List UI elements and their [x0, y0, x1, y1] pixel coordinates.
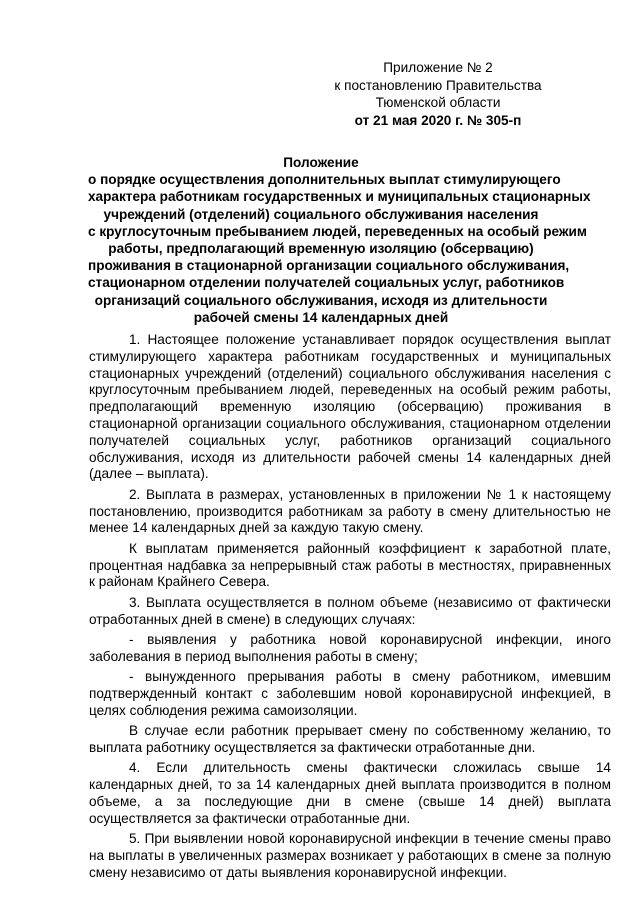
- paragraph-1: 1. Настоящее положение устанавливает порядок осуществления выплат стимулирующего характера работникам государственных и муниципальных стационарных учреждений (отделений) социального обслуживания населения с круглосуточным пребыванием людей, переведенных на особый режим работы, предполагающий временную изоляцию (обсервацию) проживания в стационарной организации социального обслуживания, стационарном отделении получателей социальных услуг, работников организаций социального обслуживания, исходя из длительности рабочей смены 14 календарных дней (далее – выплата).: [89, 332, 611, 482]
- paragraph-5: 5. При выявлении новой коронавирусной инфекции в течение смены право на выплаты в увеличенных размерах возникает у работающих в смене за полную смену независимо от даты выявления коронавирусной инфекции.: [89, 831, 611, 880]
- title-line: организаций социального обслуживания, исходя из длительности: [94, 292, 548, 308]
- appendix-number: Приложение № 2: [383, 60, 493, 75]
- title-line: учреждений (отделений) социального обслуживания населения: [103, 206, 539, 222]
- appendix-header: [318, 59, 558, 129]
- title-line: рабочей смены 14 календарных дней: [193, 309, 449, 325]
- title-line: стационарном отделении получателей социальных услуг, работников: [88, 275, 565, 291]
- paragraph-own-will: В случае если работник прерывает смену по собственному желанию, то выплата работнику осуществляется за фактически отработанные дни.: [89, 723, 611, 755]
- appendix-date: от 21 мая 2020 г. № 305-п: [354, 112, 522, 128]
- paragraph-3: 3. Выплата осуществляется в полном объеме (независимо от фактически отработанных дней в смене) в следующих случаях:: [89, 594, 611, 627]
- bullet-interruption: - вынужденного прерывания работы в смену работником, имевшим подтвержденный контакт с заболевшим новой коронавирусной инфекцией, в целях соблюдения режима самоизоляции.: [89, 669, 611, 718]
- appendix-resolution: к постановлению Правительства: [334, 77, 542, 93]
- paragraph-4: 4. Если длительность смены фактически сложилась свыше 14 календарных дней, то за 14 календарных дней выплата производится в полном объеме, а за последующие дни в смене (свыше 14 дней) выплата осуществляется за фактически отработанные дни.: [89, 760, 611, 826]
- title-line: Положение: [283, 155, 359, 170]
- bullet-infection: - выявления у работника новой коронавирусной инфекции, иного заболевания в период выполнения работы в смену;: [89, 631, 611, 664]
- document-title: [88, 154, 591, 326]
- appendix-region: Тюменской области: [375, 95, 501, 110]
- title-line: характера работникам государственных и муниципальных стационарных: [88, 189, 591, 205]
- document-body: [89, 332, 611, 885]
- paragraph-2: 2. Выплата в размерах, установленных в приложении № 1 к настоящему постановлению, производится работникам за работу в смену длительностью не менее 14 календарных дней за каждую такую смену.: [89, 486, 611, 536]
- title-line: о порядке осуществления дополнительных выплат стимулирующего: [88, 172, 561, 188]
- title-line: работы, предполагающий временную изоляцию (обсервацию): [108, 241, 534, 257]
- title-line: с круглосуточным пребыванием людей, переведенных на особый режим: [88, 223, 587, 239]
- paragraph-coefficient: К выплатам применяется районный коэффициент к заработной плате, процентная надбавка за непрерывный стаж работы в местностях, приравненных к районам Крайнего Севера.: [89, 540, 611, 590]
- title-line: проживания в стационарной организации социального обслуживания,: [88, 258, 570, 274]
